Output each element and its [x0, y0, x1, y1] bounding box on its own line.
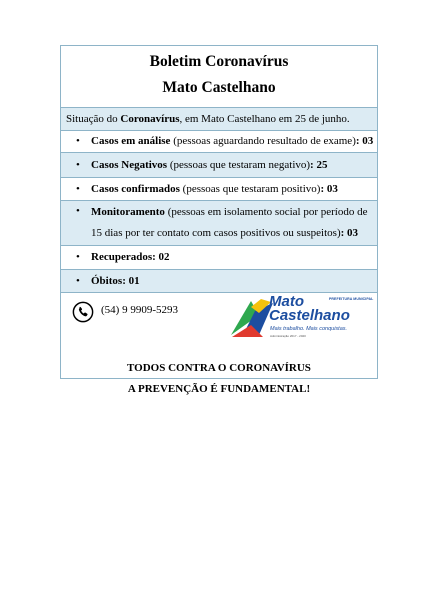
title-block [61, 46, 377, 108]
bullet-icon: • [76, 275, 80, 287]
bullet-icon: • [76, 183, 80, 195]
logo-term: Administração 2017 - 2020 [270, 334, 306, 338]
intro-prefix: Situação do [66, 113, 121, 125]
item-value: 03 [326, 183, 338, 195]
list-item [61, 178, 377, 201]
item-sep: : [340, 227, 348, 239]
item-desc: (pessoas em isolamento social por período de 15 dias por ter contato com casos positivos ou suspeitos) [91, 206, 368, 239]
item-sep: : [152, 251, 159, 263]
item-value: 25 [316, 159, 328, 171]
logo-name-line2: Castelhano [269, 307, 350, 324]
bulletin-card [60, 45, 378, 395]
situation-intro [61, 108, 377, 131]
bullet-icon: • [76, 159, 80, 171]
bullet-icon: • [76, 205, 80, 217]
item-label: Casos confirmados [91, 183, 180, 195]
list-item [61, 246, 377, 270]
logo-name-line1: Mato [269, 293, 304, 310]
bullet-icon: • [76, 251, 80, 263]
list-item [61, 270, 377, 293]
list-item [61, 131, 377, 153]
phone-number: (54) 9 9909-5293 [101, 304, 178, 316]
item-label: Monitoramento [91, 206, 165, 218]
slogan-line1: TODOS CONTRA O CORONAVÍRUS [127, 362, 311, 374]
bullet-icon: • [76, 135, 80, 147]
list-item [61, 201, 377, 246]
item-value: 03 [362, 135, 374, 147]
item-sep: : [122, 275, 129, 287]
item-value: 03 [347, 227, 359, 239]
bulletin-title: Boletim Coronavírus [149, 53, 289, 70]
municipality-title: Mato Castelhano [162, 79, 276, 96]
item-label: Óbitos [91, 275, 123, 287]
logo-subtitle: PREFEITURA MUNICIPAL [329, 297, 374, 301]
item-desc: (pessoas que testaram positivo) [179, 183, 321, 195]
logo-tagline: Mais trabalho. Mais conquistas. [270, 326, 348, 332]
footer [61, 293, 377, 421]
item-sep: : [310, 159, 317, 171]
item-label: Casos em análise [91, 135, 171, 147]
item-label: Recuperados [91, 251, 153, 263]
item-desc: (pessoas aguardando resultado de exame) [170, 135, 356, 147]
item-value: 02 [158, 251, 170, 263]
item-sep: : [355, 135, 363, 147]
item-value: 01 [128, 275, 140, 287]
list-item [61, 153, 377, 178]
prefeitura-logo [229, 293, 375, 347]
slogan-line2: A PREVENÇÃO É FUNDAMENTAL! [127, 383, 311, 395]
intro-suffix: , em Mato Castelhano em 25 de junho. [179, 113, 350, 125]
intro-bold: Coronavírus [120, 113, 180, 125]
item-desc: (pessoas que testaram negativo) [167, 159, 311, 171]
phone-icon [72, 301, 94, 323]
item-label: Casos Negativos [91, 159, 168, 171]
item-sep: : [320, 183, 327, 195]
